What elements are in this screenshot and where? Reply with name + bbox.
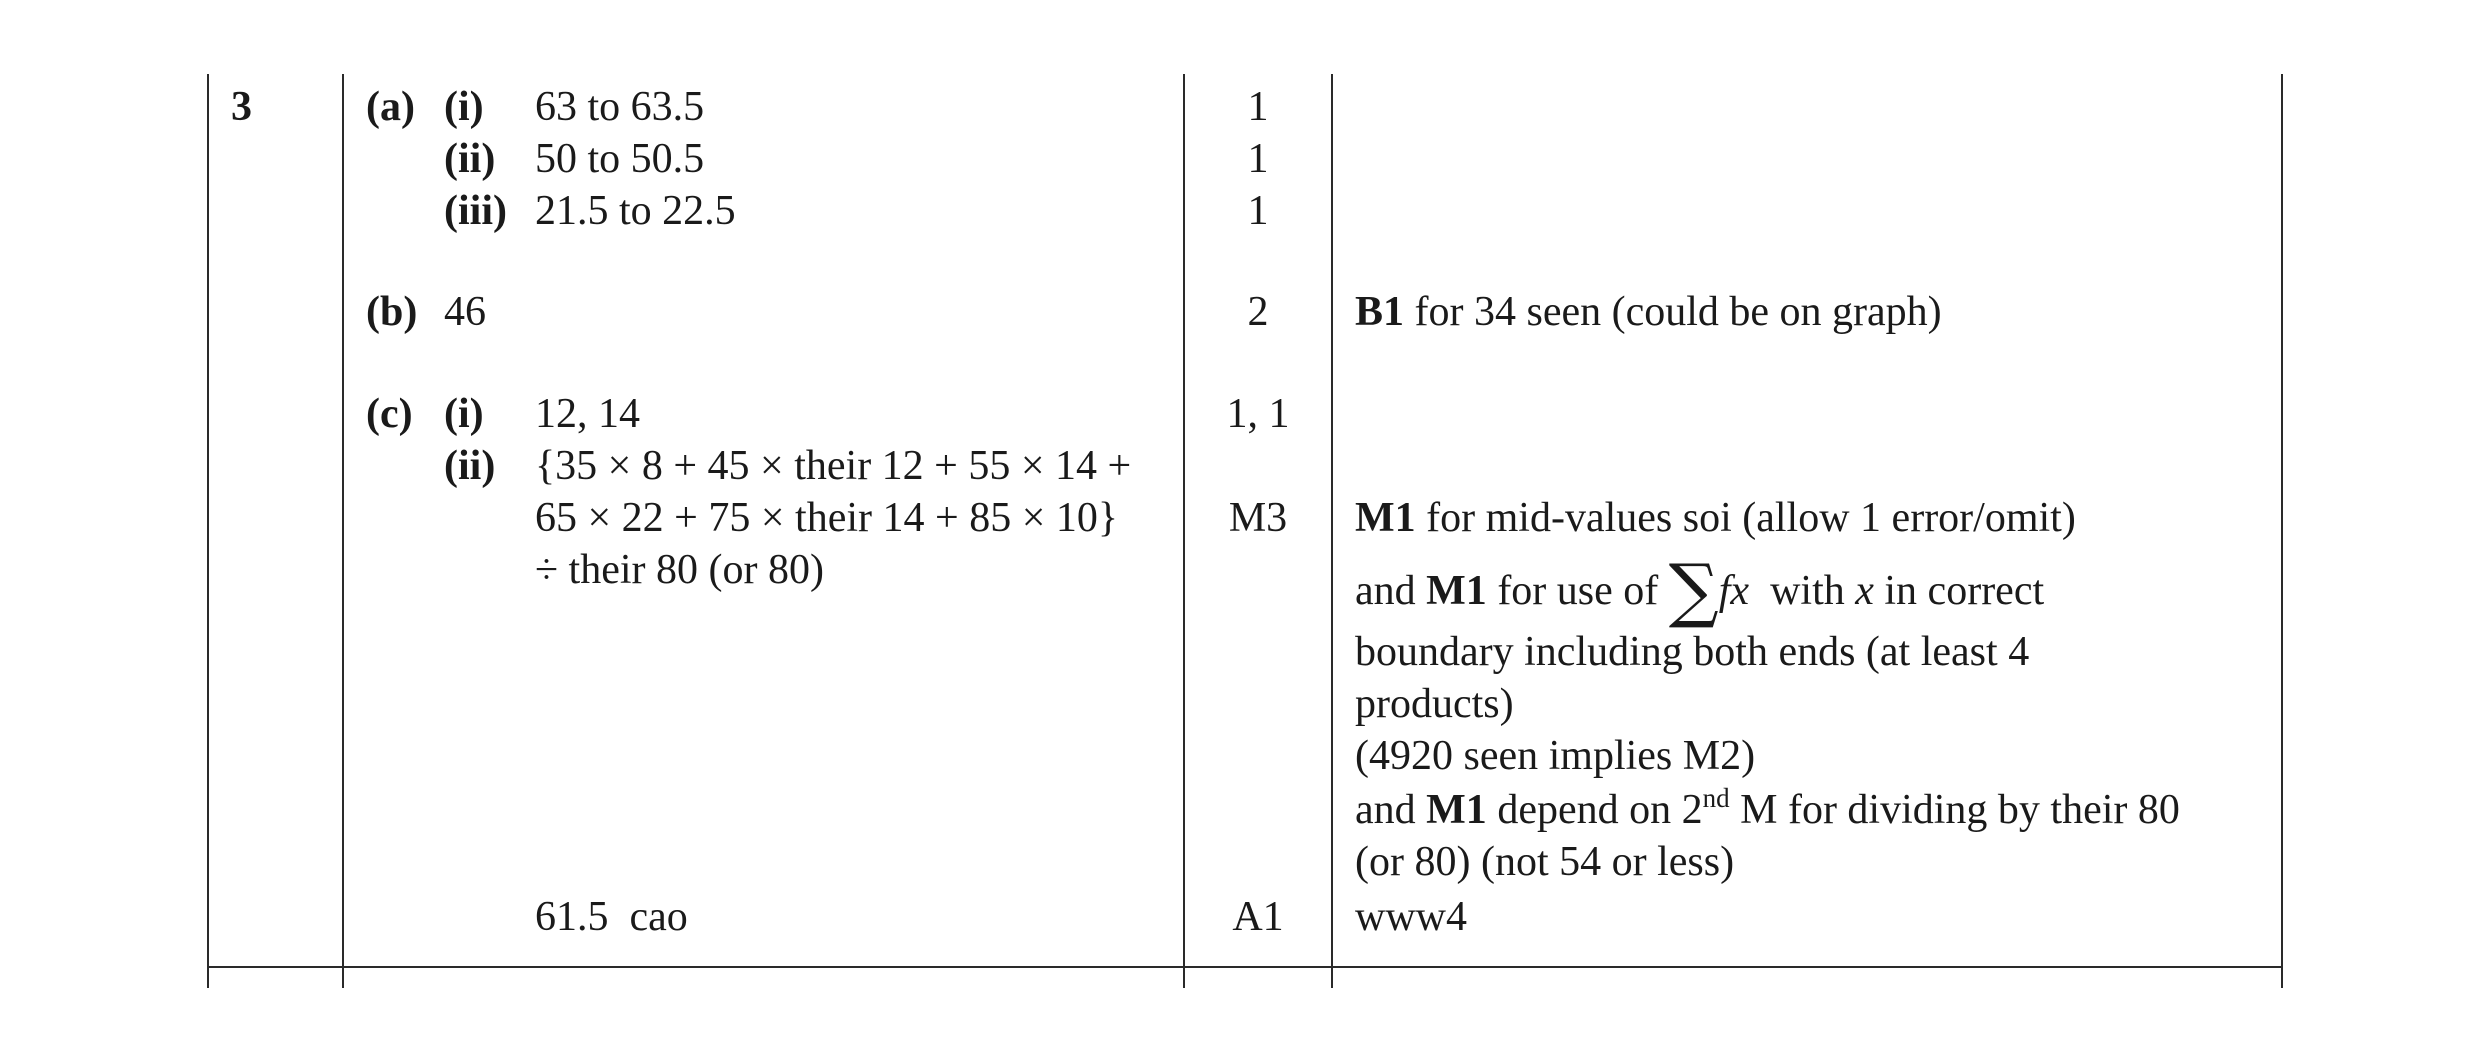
- part-a-label: (a): [366, 84, 415, 130]
- part-b-mark: 2: [1247, 289, 1269, 335]
- part-a-i-label: (i): [444, 84, 484, 130]
- guidance-line-2-and: and: [1355, 568, 1416, 614]
- summation-symbol: ∑: [1668, 549, 1719, 631]
- guidance-line-3: boundary including both ends (at least 4: [1355, 629, 2030, 675]
- part-a-iii-answer: 21.5 to 22.5: [535, 188, 736, 234]
- guidance-code-m1-second: M1: [1426, 568, 1487, 614]
- guidance-line-6-text-b: M for dividing by their 80: [1740, 787, 2180, 833]
- part-b-guidance-code: B1: [1355, 289, 1405, 335]
- part-c-i-label: (i): [444, 391, 484, 437]
- part-a-ii-mark: 1: [1247, 136, 1269, 182]
- part-a-i-answer: 63 to 63.5: [535, 84, 705, 130]
- table-border-right: [2281, 74, 2283, 988]
- guidance-line-5: (4920 seen implies M2): [1355, 733, 1756, 779]
- question-number: 3: [231, 84, 252, 130]
- part-a-iii-mark: 1: [1247, 188, 1269, 234]
- fx-term: fx: [1718, 568, 1750, 614]
- guidance-code-m1: M1: [1355, 495, 1416, 541]
- part-c-ii-answer-line-3: ÷ their 80 (or 80): [535, 547, 824, 593]
- part-c-ii-mark: M3: [1228, 495, 1288, 541]
- part-c-ii-label: (ii): [444, 443, 496, 489]
- guidance-line-6-text-a: depend on 2: [1497, 787, 1703, 833]
- part-b-label: (b): [366, 289, 418, 335]
- table-border-left: [207, 74, 209, 988]
- table-bottom-rule: [207, 966, 2283, 968]
- guidance-line-1: [1355, 494, 2076, 542]
- part-a-ii-answer: 50 to 50.5: [535, 136, 705, 182]
- guidance-line-2-post: in correct: [1884, 568, 2045, 614]
- guidance-line-6-and: and: [1355, 787, 1416, 833]
- guidance-line-7: (or 80) (not 54 or less): [1355, 839, 1735, 885]
- final-answer: 61.5 cao: [535, 894, 688, 940]
- final-guidance: www4: [1355, 894, 1467, 940]
- guidance-line-6: [1355, 783, 2180, 838]
- guidance-line-2-text: for use of: [1497, 568, 1659, 614]
- x-variable: x: [1855, 568, 1874, 614]
- final-mark: A1: [1232, 894, 1284, 940]
- guidance-line-1-text: for mid-values soi (allow 1 error/omit): [1426, 495, 2076, 541]
- part-b-guidance: [1355, 288, 1942, 336]
- part-c-i-mark: 1, 1: [1226, 391, 1290, 437]
- guidance-line-2: [1355, 549, 2045, 631]
- part-b-guidance-text: for 34 seen (could be on graph): [1414, 289, 1942, 335]
- ordinal-superscript: nd: [1702, 783, 1730, 813]
- part-c-ii-answer-line-1: {35 × 8 + 45 × their 12 + 55 × 14 +: [535, 443, 1132, 489]
- guidance-line-4: products): [1355, 681, 1514, 727]
- part-c-label: (c): [366, 391, 413, 437]
- part-c-i-answer: 12, 14: [535, 391, 640, 437]
- part-b-answer: 46: [444, 289, 486, 335]
- part-a-ii-label: (ii): [444, 136, 496, 182]
- column-divider-question: [342, 74, 344, 988]
- part-c-ii-answer-line-2: 65 × 22 + 75 × their 14 + 85 × 10}: [535, 495, 1119, 541]
- part-a-i-mark: 1: [1247, 84, 1269, 130]
- guidance-code-m1-third: M1: [1426, 787, 1487, 833]
- part-a-iii-label: (iii): [444, 188, 507, 234]
- guidance-line-2-with: with: [1770, 568, 1845, 614]
